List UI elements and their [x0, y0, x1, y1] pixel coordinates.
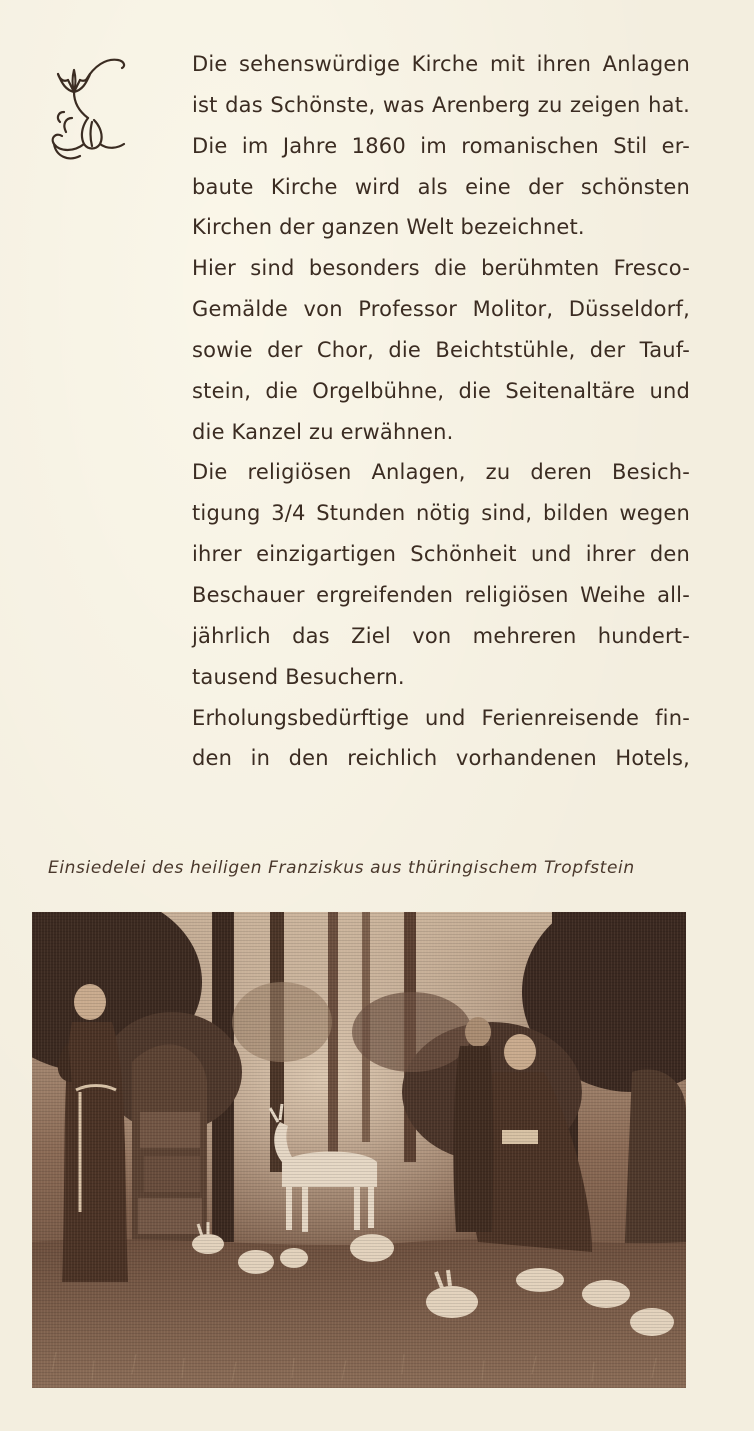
text-line: die Kanzel zu erwähnen.	[192, 419, 454, 444]
hermitage-scene	[32, 912, 686, 1388]
text-line: baute Kirche wird als eine der schönsten	[192, 174, 690, 199]
text-line: Beschauer ergreifenden religiösen Weihe all-	[192, 582, 690, 607]
paragraph-religious-grounds	[192, 452, 690, 697]
text-line: Gemälde von Professor Molitor, Düsseldorf,	[192, 297, 690, 322]
text-line: ist das Schönste, was Arenberg zu zeigen hat.	[192, 92, 690, 117]
text-line: tausend Besuchern.	[192, 664, 405, 689]
text-line: sowie der Chor, die Beichtstühle, der Tauf-	[192, 337, 690, 362]
paragraph-church	[192, 44, 690, 248]
text-line: Die sehenswürdige Kirche mit ihren Anlagen	[192, 52, 690, 76]
forest-ground	[32, 1239, 686, 1388]
hermitage-photo	[32, 912, 686, 1388]
text-line: Die religiösen Anlagen, zu deren Besich-	[192, 460, 690, 485]
text-line: den in den reichlich vorhandenen Hotels,	[192, 746, 690, 771]
text-line: tigung 3/4 Stunden nötig sind, bilden wegen	[192, 501, 690, 526]
text-line: Erholungsbedürftige und Ferienreisende fin-	[192, 705, 690, 730]
text-line: jährlich das Ziel von mehreren hundert-	[192, 623, 690, 648]
tulip-ornament-icon	[44, 52, 134, 172]
paragraph-frescoes	[192, 248, 690, 452]
text-line: Die im Jahre 1860 im romanischen Stil er-	[192, 133, 690, 158]
text-line: stein, die Orgelbühne, die Seitenaltäre und	[192, 378, 690, 403]
photo-caption: Einsiedelei des heiligen Franziskus aus thüringischem Tropfstein	[48, 858, 635, 878]
paragraph-recreation	[192, 698, 690, 780]
text-line: Kirchen der ganzen Welt bezeichnet.	[192, 215, 585, 240]
text-line: ihrer einzigartigen Schönheit und ihrer den	[192, 542, 690, 567]
text-line: Hier sind besonders die berühmten Fresco-	[192, 256, 690, 281]
body-text	[192, 44, 690, 779]
